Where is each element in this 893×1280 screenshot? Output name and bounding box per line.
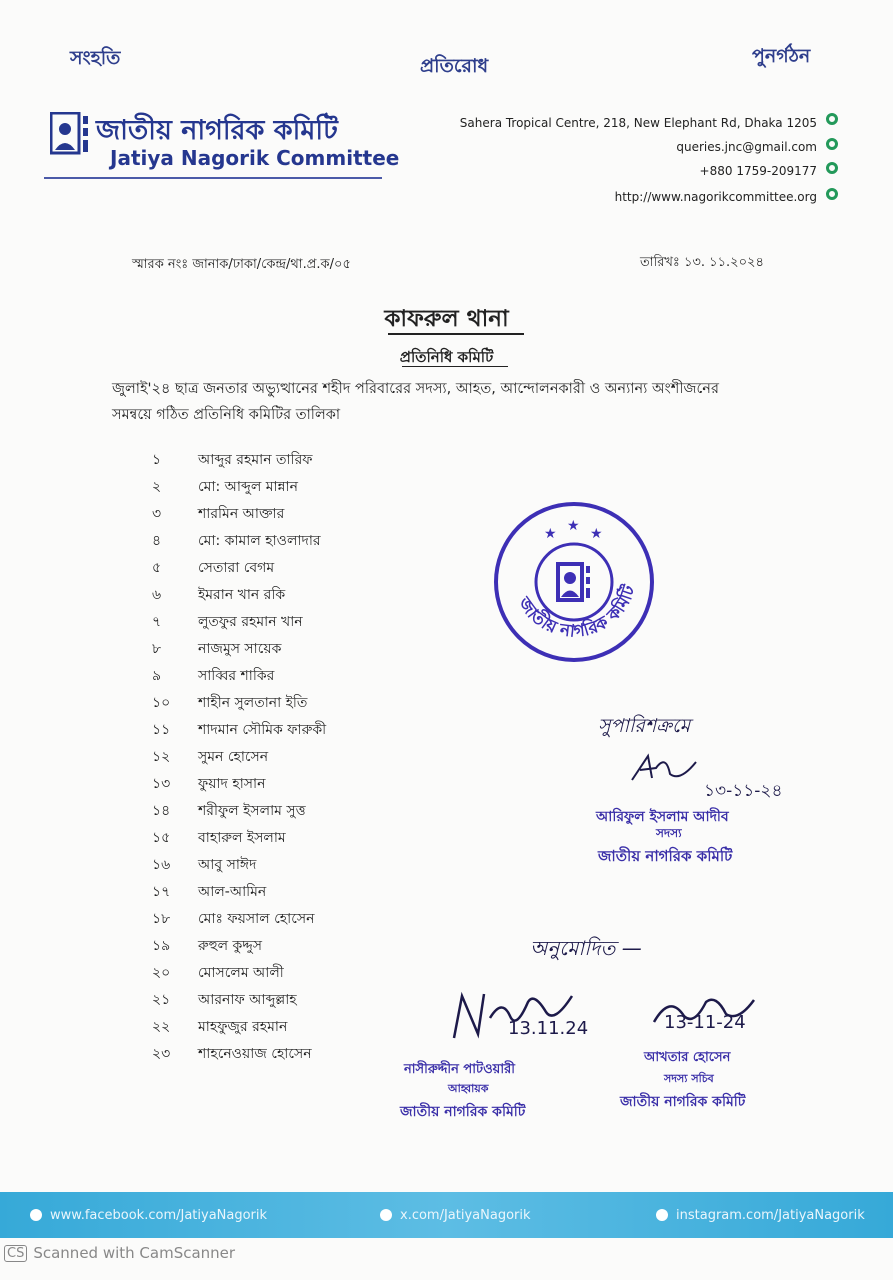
member-name: সেতারা বেগম bbox=[198, 559, 275, 576]
phone-icon bbox=[826, 162, 838, 174]
convener-name: নাসীরুদ্দীন পাটওয়ারী bbox=[404, 1062, 515, 1077]
facebook-url: www.facebook.com/JatiyaNagorik bbox=[50, 1207, 268, 1223]
member-number: ৯ bbox=[152, 667, 162, 684]
document-title: কাফরুল থানা bbox=[384, 306, 509, 332]
recommend-note: সুপারিশক্রমে bbox=[598, 715, 691, 737]
member-row bbox=[152, 770, 472, 797]
email-icon bbox=[826, 138, 838, 150]
member-row bbox=[152, 500, 472, 527]
contact-email[interactable]: queries.jnc@gmail.com bbox=[676, 140, 817, 154]
member-number: ২০ bbox=[152, 964, 171, 981]
member-number: ৬ bbox=[152, 586, 162, 603]
secretary-name: আখতার হোসেন bbox=[644, 1050, 731, 1065]
svg-text:জাতীয় নাগরিক কমিটি bbox=[513, 582, 640, 642]
member-number: ১১ bbox=[152, 721, 171, 738]
member-number: ১৯ bbox=[152, 937, 171, 954]
instagram-icon bbox=[656, 1209, 668, 1221]
member-name: আব্দুর রহমান তারিফ bbox=[198, 451, 313, 468]
member-name: শাহীন সুলতানা ইতি bbox=[198, 694, 308, 711]
subtitle-underline bbox=[402, 366, 508, 367]
member-row bbox=[152, 797, 472, 824]
member-name: বাহারুল ইসলাম bbox=[198, 829, 286, 846]
member-name: আবু সাঈদ bbox=[198, 856, 257, 873]
member-number: ১০ bbox=[152, 694, 171, 711]
brand-name-english: Jatiya Nagorik Committee bbox=[110, 146, 400, 170]
brand-name-bangla: জাতীয় নাগরিক কমিটি bbox=[96, 115, 338, 146]
svg-text:★: ★ bbox=[567, 518, 580, 534]
member-row bbox=[152, 662, 472, 689]
member-row bbox=[152, 446, 472, 473]
instagram-url: instagram.com/JatiyaNagorik bbox=[676, 1207, 865, 1223]
member-name: লুতফুর রহমান খান bbox=[198, 613, 303, 630]
member-row bbox=[152, 743, 472, 770]
location-icon bbox=[826, 113, 838, 125]
member-name: সুমন হোসেন bbox=[198, 748, 269, 765]
member-number: ১৩ bbox=[152, 775, 171, 792]
member-row bbox=[152, 527, 472, 554]
member-row bbox=[152, 986, 472, 1013]
slogan-resistance: প্রতিরোধ bbox=[420, 55, 489, 77]
document-subtitle: প্রতিনিধি কমিটি bbox=[399, 348, 494, 366]
title-underline bbox=[388, 333, 524, 335]
member-name: শারমিন আক্তার bbox=[198, 505, 285, 522]
scanner-watermark bbox=[4, 1244, 235, 1262]
member-name: মো: আব্দুল মান্নান bbox=[198, 478, 298, 495]
camscanner-logo-icon: CS bbox=[4, 1245, 27, 1262]
committee-logo-icon bbox=[50, 112, 90, 156]
x-url: x.com/JatiyaNagorik bbox=[400, 1207, 531, 1223]
recommend-org: জাতীয় নাগরিক কমিটি bbox=[598, 847, 733, 865]
member-name: সাব্বির শাকির bbox=[198, 667, 275, 684]
recommend-date: ১৩-১১-২৪ bbox=[704, 781, 783, 801]
member-row bbox=[152, 959, 472, 986]
member-name: ইমরান খান রকি bbox=[198, 586, 286, 603]
facebook-icon bbox=[30, 1209, 42, 1221]
member-name: শাহনেওয়াজ হোসেন bbox=[198, 1045, 312, 1062]
member-row bbox=[152, 932, 472, 959]
member-name: মোসলেম আলী bbox=[198, 964, 284, 981]
member-name: রুহুল কুদ্দুস bbox=[198, 937, 262, 954]
member-number: ১৪ bbox=[152, 802, 171, 819]
member-row bbox=[152, 905, 472, 932]
convener-org: জাতীয় নাগরিক কমিটি bbox=[400, 1104, 526, 1120]
member-number: ৫ bbox=[152, 559, 162, 576]
scanner-text: Scanned with CamScanner bbox=[33, 1244, 236, 1262]
member-row bbox=[152, 581, 472, 608]
member-number: ২৩ bbox=[152, 1045, 171, 1062]
stamp-text: জাতীয় নাগরিক কমিটি bbox=[513, 582, 640, 642]
recommend-name: আরিফুল ইসলাম আদীব bbox=[596, 809, 729, 825]
member-name: মো: কামাল হাওলাদার bbox=[198, 532, 321, 549]
member-name: নাজমুস সায়েক bbox=[198, 640, 282, 657]
member-name: মোঃ ফয়সাল হোসেন bbox=[198, 910, 315, 927]
footer-social-bar bbox=[0, 1192, 893, 1238]
member-name: মাহফুজুর রহমান bbox=[198, 1018, 288, 1035]
document-intro: জুলাই'২৪ ছাত্র জনতার অভ্যুত্থানের শহীদ পরিবারের সদস্য, আহত, আন্দোলনকারী ও অন্যান্য অংশীজনের সমন্বয়ে গঠিত প্রতিনিধি কমিটির তালিকা bbox=[112, 381, 719, 423]
member-number: ২২ bbox=[152, 1018, 171, 1035]
official-stamp bbox=[492, 500, 657, 665]
approved-label: অনুমোদিত — bbox=[530, 936, 642, 960]
convener-date: 13.11.24 bbox=[508, 1018, 589, 1039]
member-name: আল-আমিন bbox=[198, 883, 267, 900]
memo-reference: স্মারক নংঃ জানাক/ঢাকা/কেন্দ্র/থা.প্র.ক/০৫ bbox=[132, 257, 351, 272]
member-number: ১৬ bbox=[152, 856, 171, 873]
member-row bbox=[152, 689, 472, 716]
footer-instagram-link[interactable] bbox=[656, 1192, 865, 1238]
member-name: শাদমান সৌমিক ফারুকী bbox=[198, 721, 327, 738]
footer-x-link[interactable] bbox=[380, 1192, 531, 1238]
member-row bbox=[152, 554, 472, 581]
member-row bbox=[152, 878, 472, 905]
member-row bbox=[152, 608, 472, 635]
recommend-signature-scribble bbox=[630, 752, 700, 790]
member-number: ১৫ bbox=[152, 829, 171, 846]
x-icon bbox=[380, 1209, 392, 1221]
memo-date: তারিখঃ ১৩. ১১.২০২৪ bbox=[640, 255, 764, 270]
member-row bbox=[152, 1013, 472, 1040]
convener-role: আহ্বায়ক bbox=[448, 1082, 489, 1095]
footer-facebook-link[interactable] bbox=[30, 1192, 267, 1238]
member-row bbox=[152, 851, 472, 878]
website-icon bbox=[826, 188, 838, 200]
slogan-rebuild: পুনর্গঠন bbox=[752, 45, 811, 67]
member-number: ১৮ bbox=[152, 910, 171, 927]
svg-text:★: ★ bbox=[590, 526, 603, 542]
secretary-date: 13-11-24 bbox=[664, 1012, 746, 1033]
secretary-role: সদস্য সচিব bbox=[664, 1072, 714, 1085]
member-row bbox=[152, 716, 472, 743]
member-number: ১৭ bbox=[152, 883, 171, 900]
member-name: আরনাফ আব্দুল্লাহ bbox=[198, 991, 297, 1008]
brand-divider bbox=[44, 177, 382, 179]
contact-website[interactable]: http://www.nagorikcommittee.org bbox=[614, 190, 817, 204]
member-number: ২১ bbox=[152, 991, 171, 1008]
slogan-unity: সংহতি bbox=[70, 47, 121, 69]
recommend-role: সদস্য bbox=[656, 826, 682, 840]
member-name: ফুয়াদ হাসান bbox=[198, 775, 266, 792]
member-number: ১ bbox=[152, 451, 162, 468]
svg-text:★: ★ bbox=[544, 526, 557, 542]
member-row bbox=[152, 635, 472, 662]
member-number: ৩ bbox=[152, 505, 162, 522]
member-number: ১২ bbox=[152, 748, 171, 765]
member-number: ৭ bbox=[152, 613, 162, 630]
contact-phone[interactable]: +880 1759-209177 bbox=[699, 164, 817, 178]
member-row bbox=[152, 824, 472, 851]
secretary-org: জাতীয় নাগরিক কমিটি bbox=[620, 1094, 746, 1110]
member-number: ৪ bbox=[152, 532, 162, 549]
member-name: শরীফুল ইসলাম সুত্ত bbox=[198, 802, 306, 819]
member-number: ২ bbox=[152, 478, 162, 495]
contact-address: Sahera Tropical Centre, 218, New Elephant Rd, Dhaka 1205 bbox=[459, 116, 817, 130]
member-number: ৮ bbox=[152, 640, 162, 657]
member-row bbox=[152, 473, 472, 500]
